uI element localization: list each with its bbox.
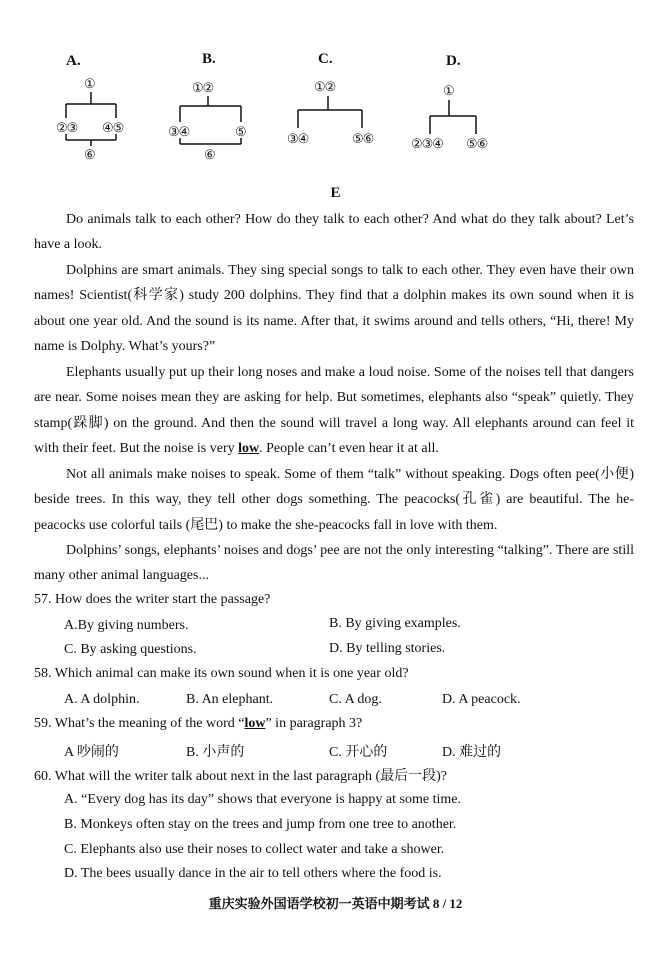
- question-58: 58. Which animal can make its own sound when it is one year old?: [34, 666, 409, 681]
- q58-option-a: A. A dolphin.: [64, 692, 140, 707]
- diagram-c-right: ⑤⑥: [352, 131, 374, 146]
- q59-stem-post: ” in paragraph 3?: [265, 716, 363, 731]
- paragraph-2: Dolphins are smart animals. They sing special songs to talk to each other. They even have their own names! Scientist(科学家) study 200 dolphins. They find that a dolphin makes its own sound when it is about one year old. And the sound is its name. After that, it swims around and tells others, “Hi, there! My name is Dolphy. What’s yours?”: [34, 263, 634, 354]
- q58-option-c: C. A dog.: [329, 692, 382, 707]
- diagram-b-bottom: ⑥: [204, 147, 215, 162]
- diagram-d-label: D.: [446, 53, 461, 69]
- diagram-d-top: ①: [443, 83, 454, 98]
- diagram-b-label: B.: [202, 51, 216, 67]
- q59-keyword: low: [244, 716, 266, 731]
- diagram-c-label: C.: [318, 51, 333, 67]
- diagram-a-bottom: ⑥: [84, 147, 95, 162]
- diagram-d-left: ②③④: [411, 136, 443, 151]
- diagram-a-left: ②③: [56, 120, 78, 135]
- diagram-d-right: ⑤⑥: [466, 136, 488, 151]
- q59-option-c: C. 开心的: [329, 745, 388, 760]
- question-60: 60. What will the writer talk about next in the last paragraph (最后一段)?: [34, 769, 448, 784]
- q60-option-c: C. Elephants also use their noses to collect water and take a shower.: [64, 842, 445, 857]
- page-footer: 重庆实验外国语学校初一英语中期考试 8 / 12: [208, 896, 463, 911]
- q58-option-d: D. A peacock.: [442, 692, 521, 707]
- paragraph-5: Dolphins’ songs, elephants’ noises and dogs’ pee are not the only interesting “talking”. There are still many other animal languages...: [34, 543, 634, 584]
- diagram-c-left: ③④: [287, 131, 309, 146]
- q59-option-a: A 吵闹的: [64, 745, 119, 760]
- paragraph-1: Do animals talk to each other? How do they talk to each other? And what do they talk about? Let’s have a look.: [34, 212, 634, 253]
- diagram-b-lines: [168, 94, 253, 150]
- q60-option-d: D. The bees usually dance in the air to tell others where the food is.: [64, 866, 442, 881]
- q57-option-d: D. By telling stories.: [329, 641, 446, 656]
- diagram-a-right: ④⑤: [102, 120, 124, 135]
- q57-option-c: C. By asking questions.: [64, 642, 197, 657]
- diagram-a-top: ①: [84, 76, 95, 91]
- diagram-a-lines: [55, 90, 130, 150]
- paragraph-3-end: . People can’t even hear it at all.: [259, 440, 439, 456]
- q60-option-a: A. “Every dog has its day” shows that everyone is happy at some time.: [64, 792, 461, 807]
- diagram-c-top: ①②: [314, 79, 336, 94]
- paragraph-3-text: Elephants usually put up their long noses and make a loud noise. Some of the noises tell that dangers are near. Some noises mean they are asking for help. But sometimes, elephants also “speak” quietly. They stamp(跺脚) on the ground. And then the sound will travel a long way. All elephants around can feel it with their feet. But the noise is very: [34, 365, 634, 456]
- diagram-b-right: ⑤: [235, 124, 246, 139]
- q57-option-a: A.By giving numbers.: [64, 618, 189, 633]
- keyword-low: low: [238, 440, 260, 456]
- question-59: [34, 716, 362, 732]
- section-title: E: [330, 185, 341, 201]
- diagram-c-lines: [286, 94, 376, 134]
- q59-stem-pre: 59. What’s the meaning of the word “: [34, 716, 245, 731]
- q58-option-b: B. An elephant.: [186, 692, 274, 707]
- q59-option-d: D. 难过的: [442, 745, 502, 760]
- diagram-b-left: ③④: [168, 124, 190, 139]
- paragraph-3: [34, 360, 634, 461]
- q57-option-b: B. By giving examples.: [329, 616, 461, 631]
- question-57: 57. How does the writer start the passage?: [34, 592, 271, 607]
- q59-option-b: B. 小声的: [186, 745, 245, 760]
- diagram-a-label: A.: [66, 53, 81, 69]
- paragraph-4: Not all animals make noises to speak. Some of them “talk” without speaking. Dogs often pee(小便) beside trees. In this way, they tell other dogs something. The peacocks(孔雀) are beautiful. The he-peacocks use colorful tails (尾巴) to make the she-peacocks fall in love with them.: [34, 467, 634, 533]
- diagram-b-top: ①②: [192, 80, 214, 95]
- diagram-d-lines: [416, 98, 496, 138]
- q60-option-b: B. Monkeys often stay on the trees and jump from one tree to another.: [64, 817, 457, 832]
